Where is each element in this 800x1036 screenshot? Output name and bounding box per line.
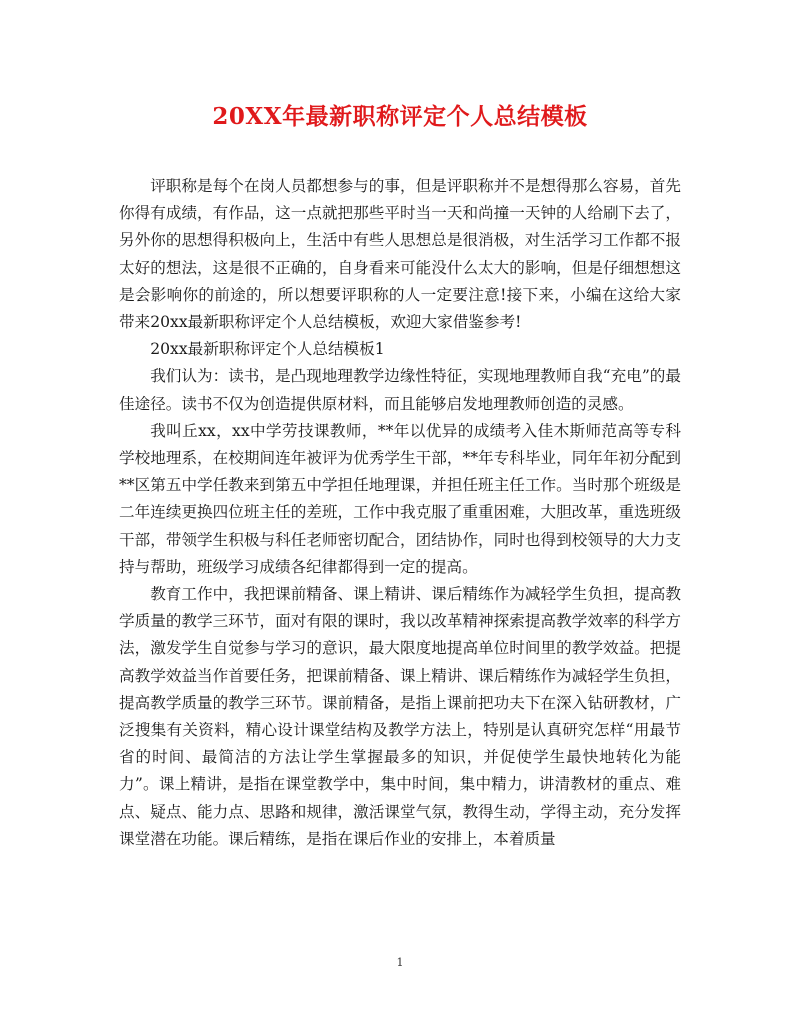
page-number: 1 [396, 956, 404, 969]
document-title: 20XX年最新职称评定个人总结模板 [212, 103, 588, 130]
paragraph-background: 我叫丘xx，xx中学劳技课教师，**年以优异的成绩考入佳木斯师范高等专科学校地理系，在校期间连年被评为优秀学生干部，**年专科毕业，同年年初分配到**区第五中学任教来到第五中学担任地理课，并担任班主任工作。当时那个班级是二年连续更换四位班主任的差班，工作中我克服了重重困难，大胆改革，重选班级干部，带领学生积极与科任老师密切配合，团结协作，同时也得到校领导的大力支持与帮助，班级学习成绩各纪律都得到一定的提高。 [119, 421, 681, 576]
paragraph-reading: 我们认为：读书，是凸现地理教学边缘性特征，实现地理教师自我“充电”的最佳途径。读书不仅为创造提供原材料，而且能够启发地理教师创造的灵感。 [119, 367, 681, 413]
document-body [119, 173, 681, 853]
paragraph-teaching: 教育工作中，我把课前精备、课上精讲、课后精练作为减轻学生负担，提高教学质量的教学三环节，面对有限的课时，我以改革精神探索提高教学效率的科学方法，激发学生自觉参与学习的意识，最大限度地提高单位时间里的教学效益。把提高教学效益当作首要任务，把课前精备、课上精讲、课后精练作为减轻学生负担，提高教学质量的教学三环节。课前精备，是指上课前把功夫下在深入钻研教材，广泛搜集有关资料，精心设计课堂结构及教学方法上，特别是认真研究怎样“用最节省的时间、最简洁的方法让学生掌握最多的知识，并促使学生最快地转化为能力”。课上精讲，是指在课堂教学中，集中时间，集中精力，讲清教材的重点、难点、疑点、能力点、思路和规律，激活课堂气氛，教得生动，学得主动，充分发挥课堂潜在功能。课后精练，是指在课后作业的安排上，本着质量 [119, 585, 681, 848]
paragraph-intro: 评职称是每个在岗人员都想参与的事，但是评职称并不是想得那么容易，首先你得有成绩，有作品，这一点就把那些平时当一天和尚撞一天钟的人给刷下去了，另外你的思想得积极向上，生活中有些人思想总是很消极，对生活学习工作都不报太好的想法，这是很不正确的，自身看来可能没什么太大的影响，但是仔细想想这是会影响你的前途的，所以想要评职称的人一定要注意!接下来，小编在这给大家带来20xx最新职称评定个人总结模板，欢迎大家借鉴参考! [119, 177, 681, 332]
section-heading: 20xx最新职称评定个人总结模板1 [150, 340, 385, 359]
